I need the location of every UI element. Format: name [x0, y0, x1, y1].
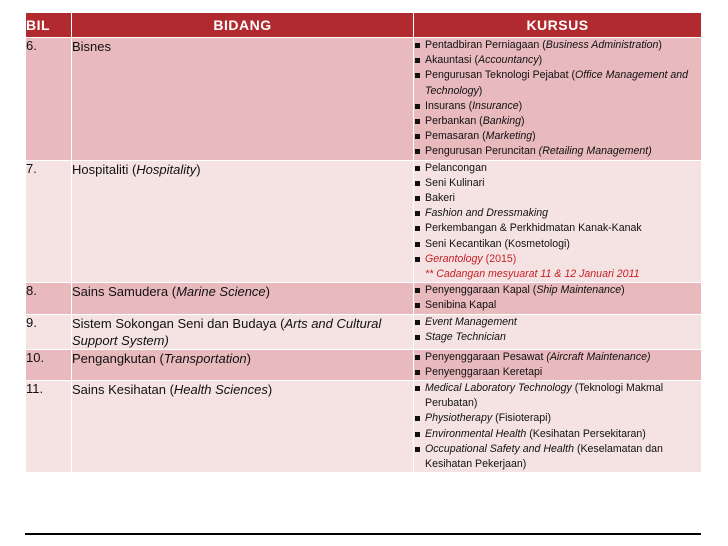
table-row — [26, 314, 702, 349]
kursus-item — [414, 427, 701, 442]
bidang-name: Bisnes — [72, 39, 112, 54]
bidang-close: ) — [246, 350, 251, 366]
kursus-item — [414, 176, 701, 191]
kursus-text: Seni Kulinari — [425, 176, 485, 189]
kursus-text: Perbankan ( — [425, 115, 483, 128]
kursus-english: (Retailing Management) — [538, 145, 652, 158]
bidang-name: Pengangkutan ( — [72, 350, 164, 366]
kursus-item — [414, 206, 701, 221]
bidang-cell — [72, 314, 414, 349]
kursus-english: Business Administration — [545, 39, 659, 51]
header-bil: BIL — [26, 13, 72, 38]
kursus-item — [414, 330, 701, 345]
bottom-rule — [25, 533, 701, 535]
kursus-item — [414, 442, 701, 472]
kursus-item — [414, 283, 701, 298]
kursus-text: ) — [521, 115, 525, 128]
kursus-text: Pelancongan — [425, 161, 487, 174]
bidang-name: Sains Samudera ( — [72, 284, 177, 300]
kursus-english: Accountancy — [478, 54, 539, 67]
kursus-item — [414, 191, 701, 206]
kursus-english: Banking — [482, 115, 522, 128]
kursus-english: Environmental Health — [425, 427, 527, 440]
kursus-text: ) — [518, 99, 523, 112]
kursus-text: (Teknologi Makmal Perubatan) — [425, 382, 664, 410]
kursus-item — [414, 53, 701, 68]
bidang-cell — [72, 283, 414, 314]
kursus-item — [414, 237, 701, 252]
kursus-list — [414, 315, 701, 345]
kursus-item — [414, 68, 701, 98]
kursus-english: Gerantology — [425, 252, 483, 265]
kursus-list — [414, 381, 701, 472]
kursus-item — [414, 221, 701, 236]
bil-cell: 10. — [26, 349, 72, 380]
kursus-item — [414, 381, 701, 411]
kursus-english: Occupational Safety and Health — [425, 442, 574, 455]
bidang-name: Sains Kesihatan ( — [72, 382, 174, 398]
bidang-english: Health Sciences — [173, 382, 268, 398]
bidang-cell — [72, 381, 414, 473]
kursus-item — [414, 315, 701, 330]
kursus-cell — [414, 381, 702, 473]
kursus-text: Penyenggaraan Kapal ( — [425, 284, 537, 297]
bidang-close: ) — [265, 284, 271, 300]
kursus-text: Pengurusan Teknologi Pejabat ( — [425, 69, 575, 82]
header-kursus: KURSUS — [414, 13, 702, 38]
kursus-text: ) — [538, 54, 543, 67]
bidang-english: Marine Science — [176, 284, 266, 300]
kursus-item — [414, 252, 701, 267]
kursus-english: Office Management and Technology — [425, 69, 689, 97]
kursus-text: (2015) — [482, 252, 517, 265]
bil-cell: 9. — [26, 314, 72, 349]
kursus-text: Penyenggaraan Pesawat — [425, 350, 547, 363]
table-row — [26, 38, 702, 161]
kursus-text: Seni Kecantikan (Kosmetologi) — [425, 237, 570, 250]
kursus-item — [414, 365, 701, 380]
kursus-english: ** Cadangan mesyuarat 11 & 12 Januari 2011 — [425, 268, 640, 281]
kursus-list — [414, 350, 701, 380]
kursus-english: (Aircraft Maintenance) — [546, 350, 651, 363]
kursus-text: ) — [532, 130, 536, 143]
bidang-close: ) — [267, 382, 273, 398]
table-row — [26, 381, 702, 473]
kursus-text: ) — [478, 84, 483, 97]
kursus-text: Penyenggaraan Keretapi — [425, 365, 543, 378]
kursus-cell — [414, 314, 702, 349]
kursus-item — [414, 99, 701, 114]
bidang-cell — [72, 160, 414, 283]
bidang-cell — [72, 349, 414, 380]
kursus-item — [414, 38, 701, 53]
kursus-cell — [414, 283, 702, 314]
kursus-text: Senibina Kapal — [425, 299, 497, 312]
kursus-item — [414, 129, 701, 144]
kursus-list — [414, 38, 701, 160]
bidang-name: Hospitaliti ( — [72, 161, 137, 177]
kursus-cell — [414, 160, 702, 283]
table-row — [26, 160, 702, 283]
kursus-text: ) — [621, 284, 625, 297]
kursus-text: Pentadbiran Perniagaan ( — [425, 39, 546, 51]
kursus-cell — [414, 349, 702, 380]
bil-cell: 6. — [26, 38, 72, 161]
kursus-english: Ship Maintenance — [536, 284, 622, 297]
bil-cell: 11. — [26, 381, 72, 473]
kursus-item — [414, 161, 701, 176]
kursus-list — [414, 161, 701, 283]
kursus-english: Event Management — [425, 315, 517, 328]
kursus-english: Fashion and Dressmaking — [425, 207, 549, 220]
bidang-close: ) — [196, 161, 201, 177]
kursus-item — [414, 114, 701, 129]
kursus-english: Medical Laboratory Technology — [425, 382, 572, 395]
bil-cell: 7. — [26, 160, 72, 283]
kursus-text: (Keselamatan dan Kesihatan Pekerjaan) — [425, 442, 663, 471]
bidang-english: Arts and Cultural Support System) — [72, 315, 382, 348]
table-row — [26, 283, 702, 314]
kursus-item — [414, 411, 701, 426]
kursus-item — [414, 298, 701, 313]
bidang-name: Sistem Sokongan Seni dan Budaya ( — [72, 315, 285, 331]
kursus-english: Marketing — [485, 130, 533, 143]
header-bidang: BIDANG — [72, 13, 414, 38]
table-header-row — [26, 13, 702, 38]
bidang-english: Transportation — [163, 350, 247, 366]
kursus-text: Pemasaran ( — [425, 130, 486, 143]
bidang-english: Hospitality — [136, 161, 197, 177]
kursus-list — [414, 283, 701, 313]
kursus-text: Bakeri — [425, 192, 456, 205]
bidang-cell — [72, 38, 414, 161]
kursus-text: Perkembangan & Perkhidmatan Kanak-Kanak — [425, 222, 642, 235]
kursus-english: Insurance — [472, 99, 519, 112]
kursus-item — [414, 267, 701, 282]
kursus-item — [414, 350, 701, 365]
kursus-text: Insurans ( — [425, 99, 473, 112]
kursus-cell — [414, 38, 702, 161]
kursus-text: ) — [658, 39, 662, 51]
kursus-text: (Kesihatan Persekitaran) — [526, 427, 646, 440]
bil-cell: 8. — [26, 283, 72, 314]
courses-table — [25, 12, 702, 473]
table-row — [26, 349, 702, 380]
kursus-text: (Fisioterapi) — [492, 412, 552, 425]
kursus-text: Akauntasi ( — [425, 54, 478, 67]
kursus-english: Physiotherapy — [425, 412, 493, 425]
kursus-item — [414, 144, 701, 159]
kursus-english: Stage Technician — [425, 330, 506, 343]
kursus-text: Pengurusan Peruncitan — [425, 145, 539, 158]
